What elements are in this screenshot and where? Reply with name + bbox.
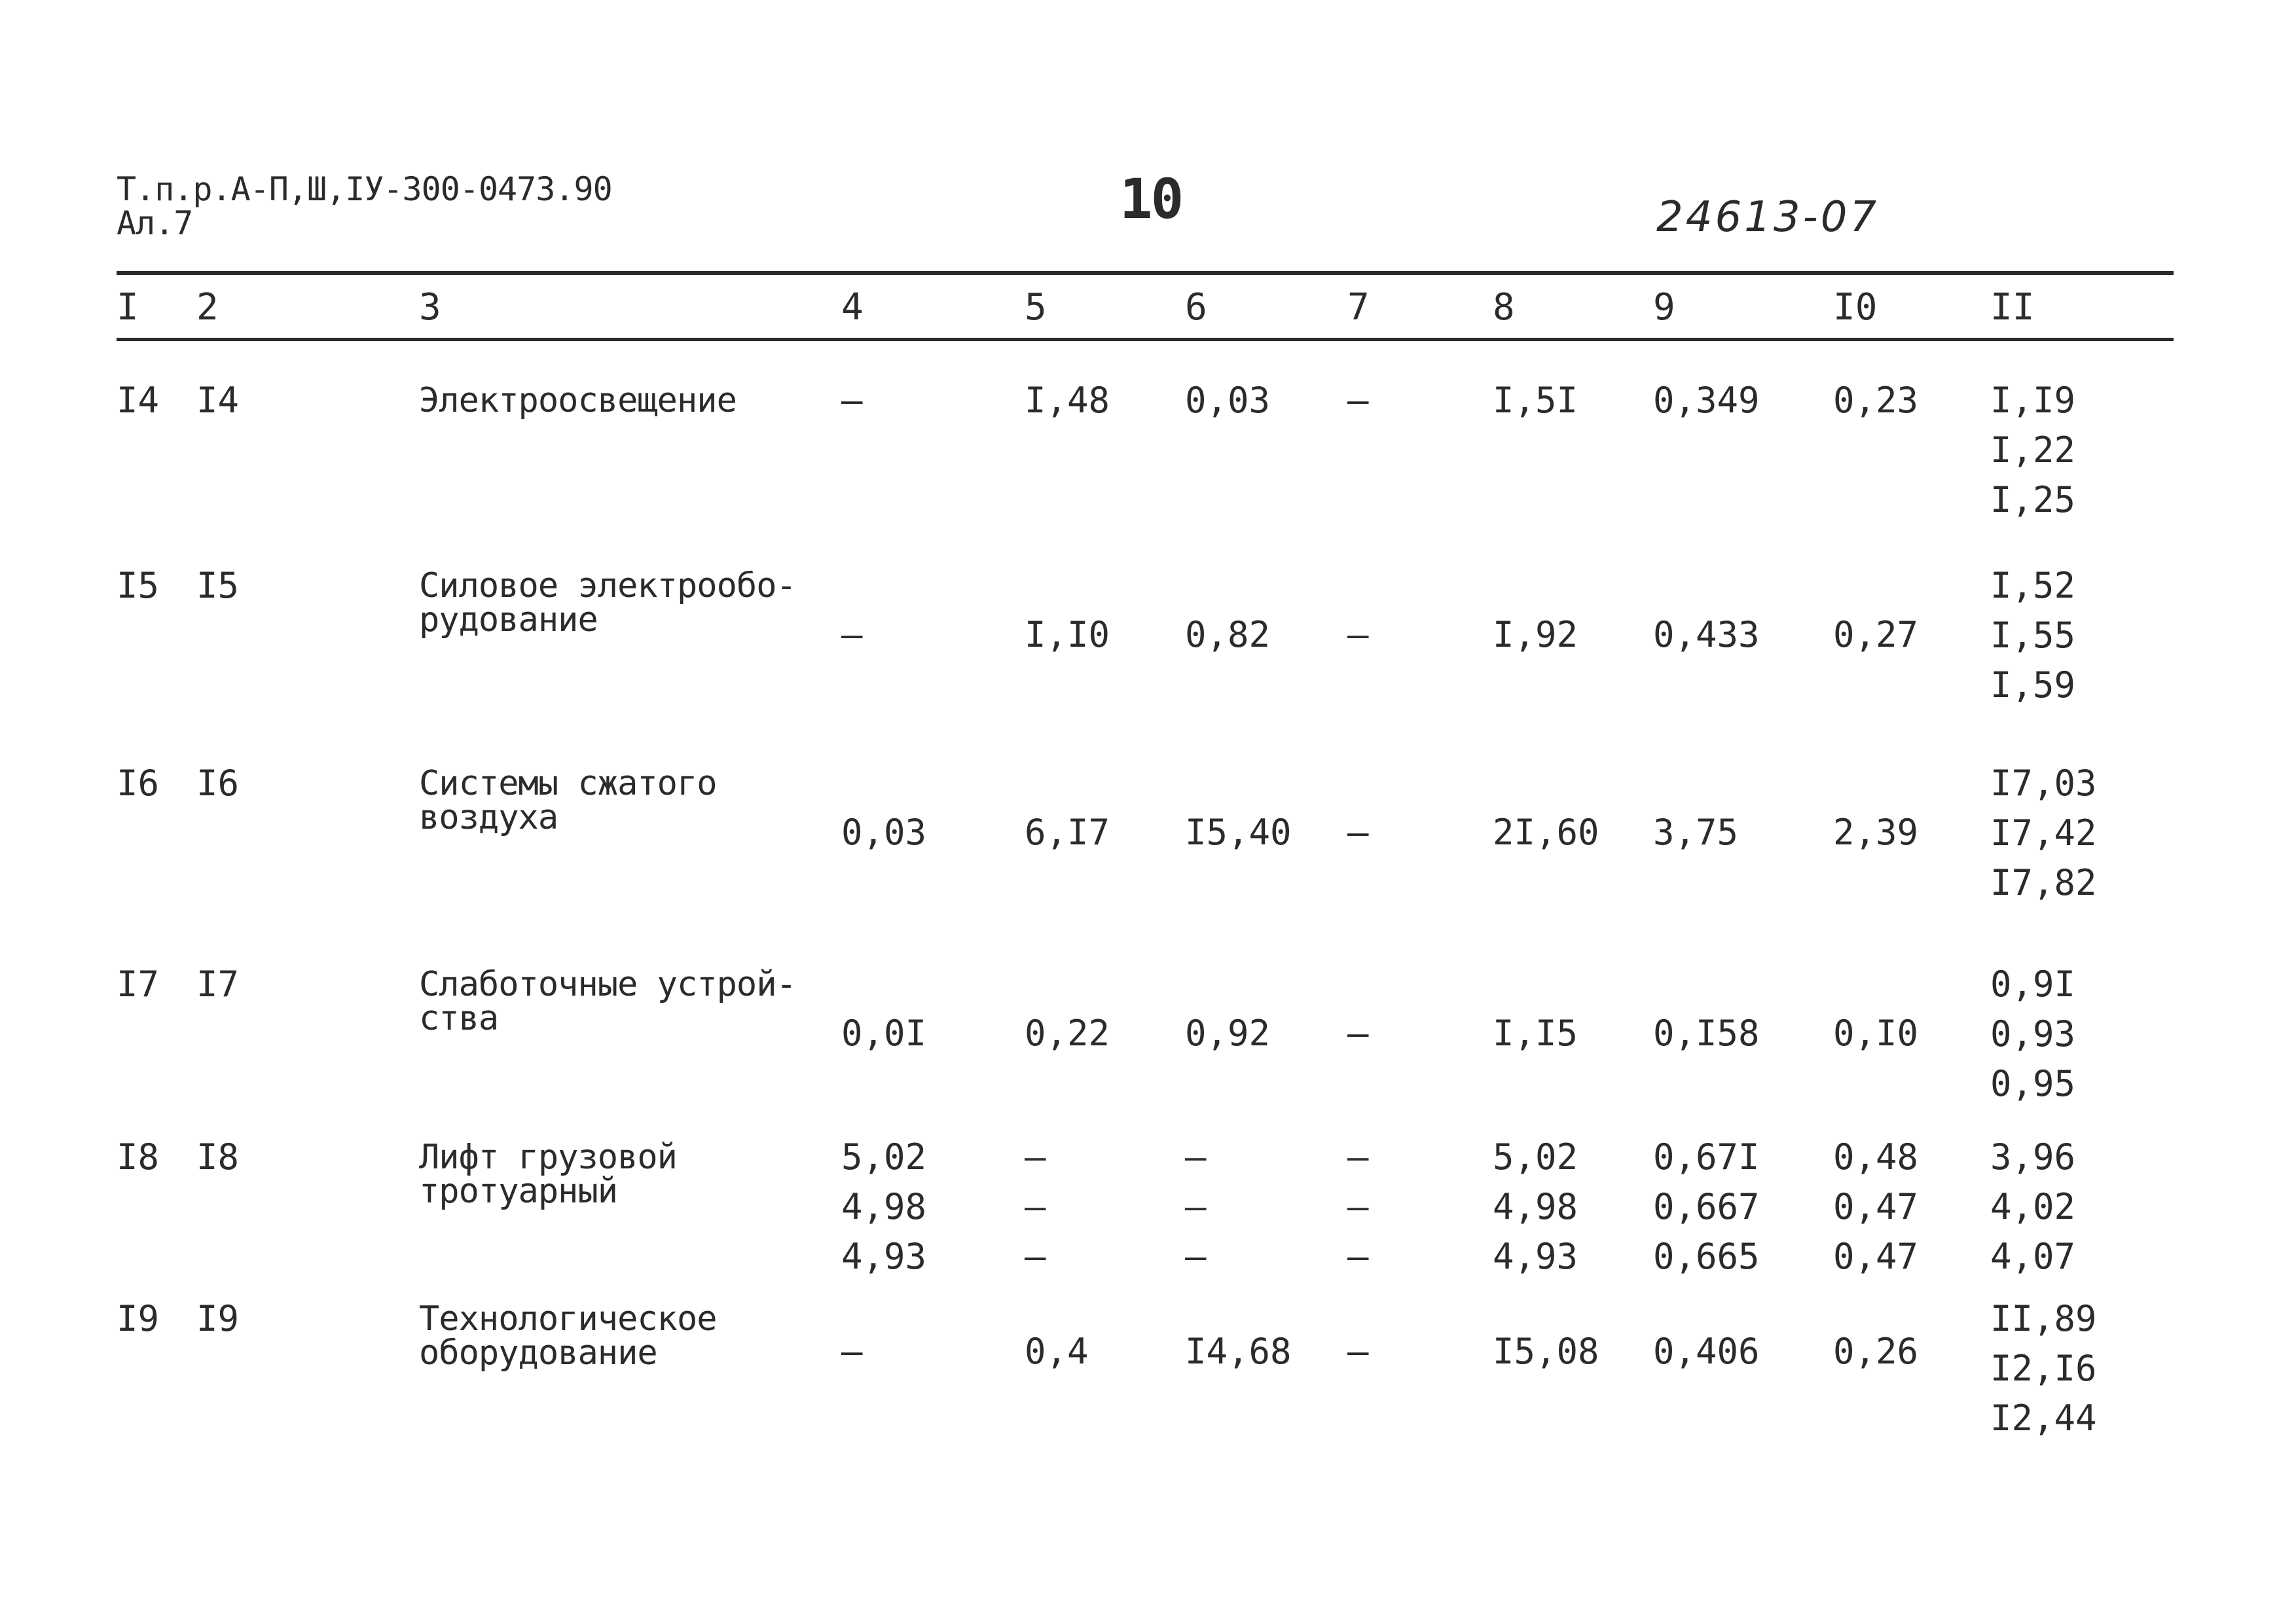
document-code: Т.п.р.А-П,Ш,IУ-300-0473.90 (117, 170, 612, 208)
column-header-11: II (1990, 286, 2035, 329)
cell-col11-line: I,59 (1990, 664, 2076, 706)
cell-col8-line: I5,08 (1493, 1331, 1599, 1372)
cell-col10-line: 0,47 (1833, 1186, 1919, 1227)
cell-col11-line: 0,9I (1990, 964, 2076, 1005)
cell-col4-line: 0,03 (841, 812, 927, 853)
cell-col11-line: 3,96 (1990, 1136, 2076, 1178)
cell-col8-line: I,5I (1493, 380, 1578, 421)
column-header-6: 6 (1185, 286, 1207, 329)
cell-col6 (1185, 1136, 1207, 1288)
cell-col7 (1347, 1333, 1369, 1383)
cell-col8 (1493, 1136, 1578, 1288)
cell-col10 (1833, 814, 1918, 864)
cell-description (419, 1299, 717, 1373)
cell-col10-line: 0,47 (1833, 1236, 1919, 1277)
cell-col9 (1653, 1015, 1760, 1065)
page-number: 10 (1120, 167, 1182, 231)
cell-col7-line: – (1347, 1013, 1369, 1054)
cell-col5 (1025, 814, 1110, 864)
cell-col8-line: 5,02 (1493, 1136, 1578, 1178)
description-line: Силовое электрообо- (419, 566, 796, 605)
cell-col2: I4 (196, 380, 240, 421)
cell-description (419, 967, 796, 1036)
inventory-number: 24613-07 (1656, 193, 1880, 242)
column-header-4: 4 (841, 286, 864, 329)
cell-col9-line: 0,349 (1653, 380, 1760, 421)
cell-col11-line: I7,03 (1990, 763, 2097, 804)
cell-col10-line: 0,I0 (1833, 1013, 1919, 1054)
cell-col8-line: 2I,60 (1493, 812, 1599, 853)
cell-col11-line: I,25 (1990, 479, 2076, 520)
cell-col4 (841, 1015, 926, 1065)
cell-col5-line: 6,I7 (1025, 812, 1110, 853)
table-header-rule (117, 338, 2174, 341)
sheet-label: Ал.7 (117, 204, 193, 242)
cell-col10-line: 0,27 (1833, 614, 1919, 655)
cell-col8 (1493, 614, 1578, 666)
cell-col7-line: – (1347, 1236, 1369, 1277)
cell-col7-line: – (1347, 380, 1369, 421)
cell-col7-line: – (1347, 1186, 1369, 1227)
cell-col7-line: – (1347, 1331, 1369, 1372)
column-header-8: 8 (1493, 286, 1515, 329)
cell-col11 (1990, 1136, 2076, 1288)
cell-col10-line: 2,39 (1833, 812, 1919, 853)
cell-col8 (1493, 814, 1599, 864)
cell-col6-line: 0,82 (1185, 614, 1271, 655)
cell-col4-line: 4,98 (841, 1186, 927, 1227)
cell-col7-line: – (1347, 812, 1369, 853)
cell-col11-line: 4,02 (1990, 1186, 2076, 1227)
cell-col9 (1653, 614, 1760, 666)
cell-col5-line: I,48 (1025, 380, 1110, 421)
column-header-3: 3 (419, 286, 441, 329)
cell-col4-line: – (841, 614, 863, 655)
cell-col1: I5 (117, 565, 160, 606)
cell-description (419, 381, 737, 420)
cell-col10 (1833, 614, 1919, 666)
description-line: Технологическое (419, 1299, 717, 1339)
cell-col8-line: I,92 (1493, 614, 1578, 655)
cell-col5 (1025, 614, 1110, 666)
cell-col5 (1025, 1015, 1110, 1065)
cell-col5-line: – (1025, 1236, 1046, 1277)
cell-col9-line: 0,67I (1653, 1136, 1760, 1178)
cell-col4 (841, 1136, 927, 1288)
cell-col10 (1833, 1015, 1918, 1065)
cell-col6-line: – (1185, 1186, 1207, 1227)
cell-col11-line: 4,07 (1990, 1236, 2076, 1277)
cell-col1: I9 (117, 1298, 160, 1339)
column-header-2: 2 (196, 286, 219, 329)
cell-col6-line: 0,92 (1185, 1013, 1271, 1054)
cell-col4 (841, 814, 926, 864)
cell-col5 (1025, 1136, 1046, 1288)
cell-col8 (1493, 382, 1578, 432)
cell-col6-line: 0,03 (1185, 380, 1271, 421)
cell-col5 (1025, 1333, 1089, 1383)
column-header-1: I (117, 286, 139, 329)
cell-col7 (1347, 382, 1369, 432)
cell-col11-line: I7,42 (1990, 812, 2097, 854)
cell-col6-line: I5,40 (1185, 812, 1292, 853)
cell-description (419, 566, 796, 640)
cell-col4 (841, 614, 863, 666)
cell-col1: I7 (117, 964, 160, 1005)
description-line: воздуха (419, 798, 558, 837)
cell-col4-line: 4,93 (841, 1236, 927, 1277)
cell-col5-line: 0,22 (1025, 1013, 1110, 1054)
cell-col11 (1990, 765, 2097, 914)
cell-col11 (1990, 382, 2075, 532)
cell-col6 (1185, 1015, 1270, 1065)
cell-col11-line: I,52 (1990, 565, 2076, 606)
cell-col1: I6 (117, 763, 160, 804)
cell-col5-line: – (1025, 1186, 1046, 1227)
cell-col5-line: – (1025, 1136, 1046, 1178)
cell-col11 (1990, 565, 2076, 717)
cell-col6-line: – (1185, 1136, 1207, 1178)
cell-col9 (1653, 814, 1738, 864)
column-header-10: I0 (1833, 286, 1878, 329)
cell-col11-line: I,I9 (1990, 380, 2076, 421)
description-line: тротуарный (419, 1172, 618, 1211)
cell-col9 (1653, 1333, 1760, 1383)
description-line: рудование (419, 600, 598, 640)
cell-col9-line: 3,75 (1653, 812, 1739, 853)
cell-col6 (1185, 1333, 1292, 1383)
cell-col1: I8 (117, 1136, 160, 1178)
column-header-7: 7 (1347, 286, 1370, 329)
cell-col5 (1025, 382, 1110, 432)
description-line: Системы сжатого (419, 764, 717, 803)
cell-col6-line: – (1185, 1236, 1207, 1277)
cell-col11-line: I7,82 (1990, 862, 2097, 903)
cell-col2: I5 (196, 565, 240, 606)
cell-col10-line: 0,26 (1833, 1331, 1919, 1372)
column-header-5: 5 (1025, 286, 1047, 329)
description-line: Слаботочные устрой- (419, 965, 796, 1004)
cell-col4-line: – (841, 380, 863, 421)
description-line: Лифт грузовой (419, 1138, 677, 1177)
cell-col7 (1347, 814, 1369, 864)
cell-col4-line: 5,02 (841, 1136, 927, 1178)
cell-col8-line: 4,98 (1493, 1186, 1578, 1227)
cell-col6-line: I4,68 (1185, 1331, 1292, 1372)
description-line: ства (419, 999, 499, 1038)
cell-col7 (1347, 1136, 1369, 1288)
cell-col10-line: 0,23 (1833, 380, 1919, 421)
cell-col8 (1493, 1333, 1599, 1383)
cell-col8 (1493, 1015, 1578, 1065)
description-line: Электроосвещение (419, 381, 737, 420)
cell-col8-line: I,I5 (1493, 1013, 1578, 1054)
cell-col10-line: 0,48 (1833, 1136, 1919, 1178)
cell-col8-line: 4,93 (1493, 1236, 1578, 1277)
cell-col11-line: I,55 (1990, 615, 2076, 656)
cell-col7 (1347, 1015, 1369, 1065)
cell-col11-line: I2,I6 (1990, 1348, 2097, 1389)
cell-col11-line: I,22 (1990, 429, 2076, 471)
cell-col9-line: 0,665 (1653, 1236, 1760, 1277)
cell-col2: I6 (196, 763, 240, 804)
description-line: оборудование (419, 1333, 657, 1373)
cell-col11-line: 0,95 (1990, 1063, 2076, 1104)
cell-description (419, 1138, 677, 1211)
cell-col4-line: 0,0I (841, 1013, 927, 1054)
table-top-rule (117, 271, 2174, 275)
cell-col4 (841, 1333, 863, 1383)
cell-col9-line: 0,406 (1653, 1331, 1760, 1372)
cell-col7-line: – (1347, 1136, 1369, 1178)
cell-col5-line: I,I0 (1025, 614, 1110, 655)
cell-col7-line: – (1347, 614, 1369, 655)
cell-col9 (1653, 382, 1760, 432)
cell-col6 (1185, 382, 1270, 432)
cell-col2: I7 (196, 964, 240, 1005)
cell-col11-line: 0,93 (1990, 1013, 2076, 1055)
cell-col10 (1833, 1333, 1918, 1383)
cell-col11 (1990, 966, 2075, 1115)
cell-col4-line: – (841, 1331, 863, 1372)
cell-description (419, 764, 717, 837)
cell-col7 (1347, 614, 1369, 666)
cell-col11 (1990, 1298, 2097, 1450)
cell-col4 (841, 382, 863, 432)
cell-col9-line: 0,I58 (1653, 1013, 1760, 1054)
cell-col9-line: 0,433 (1653, 614, 1760, 655)
cell-col10 (1833, 1136, 1919, 1288)
cell-col6 (1185, 614, 1271, 666)
cell-col11-line: II,89 (1990, 1298, 2097, 1339)
cell-col9-line: 0,667 (1653, 1186, 1760, 1227)
cell-col6 (1185, 814, 1292, 864)
cell-col5-line: 0,4 (1025, 1331, 1089, 1372)
column-header-9: 9 (1653, 286, 1675, 329)
cell-col1: I4 (117, 380, 160, 421)
cell-col9 (1653, 1136, 1760, 1288)
cell-col11-line: I2,44 (1990, 1398, 2097, 1439)
cell-col10 (1833, 382, 1918, 432)
cell-col2: I8 (196, 1136, 240, 1178)
cell-col2: I9 (196, 1298, 240, 1339)
